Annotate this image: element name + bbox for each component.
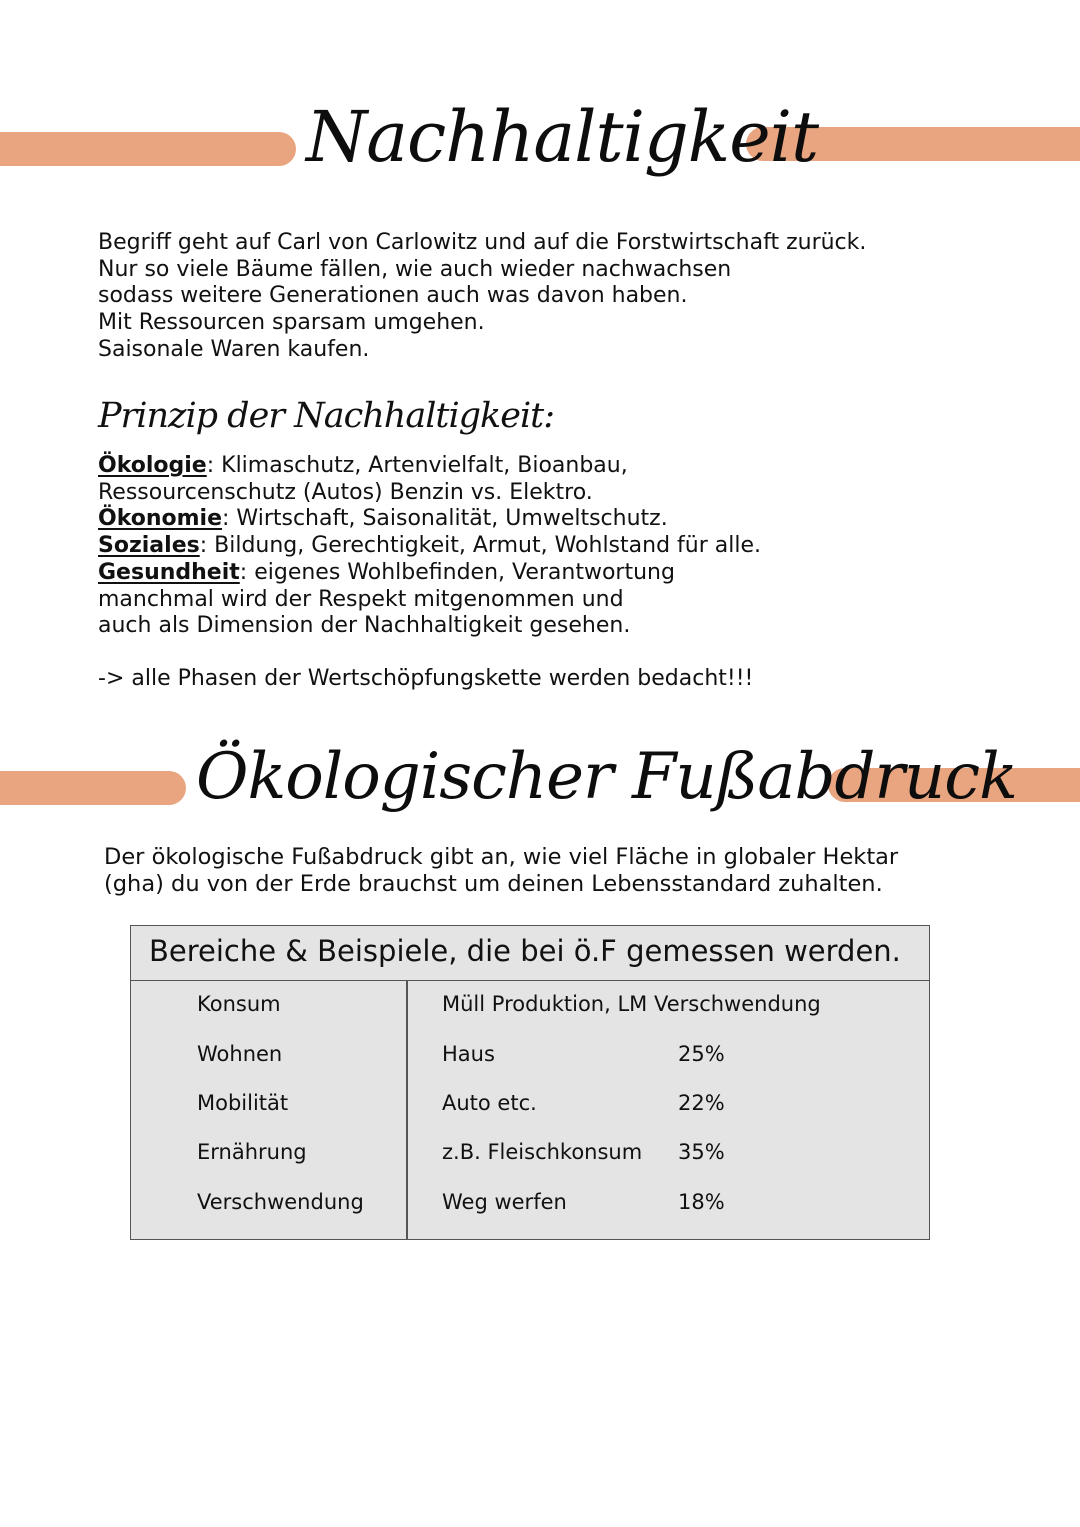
dimension-term: Ökologie	[98, 453, 207, 478]
area-cell: Wohnen	[197, 1042, 283, 1066]
intro-line: Saisonale Waren kaufen.	[98, 336, 370, 362]
dimension-list	[98, 453, 761, 640]
share-cell: 22%	[678, 1091, 725, 1115]
dimension-line	[98, 506, 761, 533]
table-row	[131, 1190, 931, 1239]
area-cell: Verschwendung	[197, 1190, 364, 1214]
table-row	[131, 992, 931, 1041]
share-cell: 35%	[678, 1140, 725, 1164]
intro-line: Mit Ressourcen sparsam umgehen.	[98, 310, 485, 336]
dimension-text: : eigenes Wohlbefinden, Verantwortung	[239, 559, 675, 585]
definition-line: Der ökologische Fußabdruck gibt an, wie viel Fläche in globaler Hektar	[104, 844, 899, 870]
value-chain-note: -> alle Phasen der Wertschöpfungskette werden bedacht!!!	[98, 666, 754, 691]
table-row	[131, 1091, 931, 1140]
dimension-line	[98, 480, 761, 507]
intro-line: Begriff geht auf Carl von Carlowitz und auf die Forstwirtschaft zurück.	[98, 230, 867, 255]
intro-line: Nur so viele Bäume fällen, wie auch wieder nachwachsen	[98, 256, 732, 282]
intro-line: sodass weitere Generationen auch was davon haben.	[98, 283, 688, 309]
footprint-definition	[104, 844, 898, 898]
dimension-term: Soziales	[98, 533, 200, 559]
example-cell: Weg werfen	[442, 1190, 567, 1214]
share-cell: 25%	[678, 1042, 725, 1066]
dimension-text: auch als Dimension der Nachhaltigkeit gesehen.	[98, 613, 631, 639]
share-cell: 18%	[678, 1190, 725, 1214]
dimension-line	[98, 533, 761, 560]
intro-text	[98, 230, 866, 364]
title-bar-left	[0, 132, 296, 166]
footprint-table	[130, 925, 930, 1240]
dimension-term: Ökonomie	[98, 506, 223, 532]
example-cell: Müll Produktion, LM Verschwendung	[442, 992, 821, 1016]
table-row	[131, 1140, 931, 1189]
area-cell: Konsum	[197, 992, 281, 1016]
section-title-footprint: Ökologischer Fußabdruck	[196, 740, 1017, 814]
dimension-line	[98, 613, 761, 640]
dimension-term: Gesundheit	[98, 559, 240, 585]
dimension-text: : Bildung, Gerechtigkeit, Armut, Wohlstand für alle.	[199, 533, 761, 559]
dimension-line	[98, 453, 761, 480]
area-cell: Mobilität	[197, 1091, 289, 1115]
dimension-text: : Wirtschaft, Saisonalität, Umweltschutz.	[222, 506, 668, 532]
dimension-line	[98, 560, 761, 587]
area-cell: Ernährung	[197, 1140, 307, 1164]
table-row	[131, 1042, 931, 1091]
example-cell: z.B. Fleischkonsum	[442, 1140, 643, 1164]
subtitle-principle: Prinzip der Nachhaltigkeit:	[98, 396, 555, 436]
dimension-line	[98, 587, 761, 614]
dimension-text: manchmal wird der Respekt mitgenommen und	[98, 586, 624, 612]
page-title: Nachhaltigkeit	[306, 96, 819, 178]
definition-line: (gha) du von der Erde brauchst um deinen Lebensstandard zuhalten.	[104, 871, 883, 897]
dimension-text: : Klimaschutz, Artenvielfalt, Bioanbau,	[206, 453, 628, 478]
section-bar-left	[0, 771, 186, 805]
dimension-text: Ressourcenschutz (Autos) Benzin vs. Elektro.	[98, 479, 593, 505]
table-header: Bereiche & Beispiele, die bei ö.F gemessen werden.	[131, 926, 929, 981]
example-cell: Auto etc.	[442, 1091, 537, 1115]
example-cell: Haus	[442, 1042, 495, 1066]
